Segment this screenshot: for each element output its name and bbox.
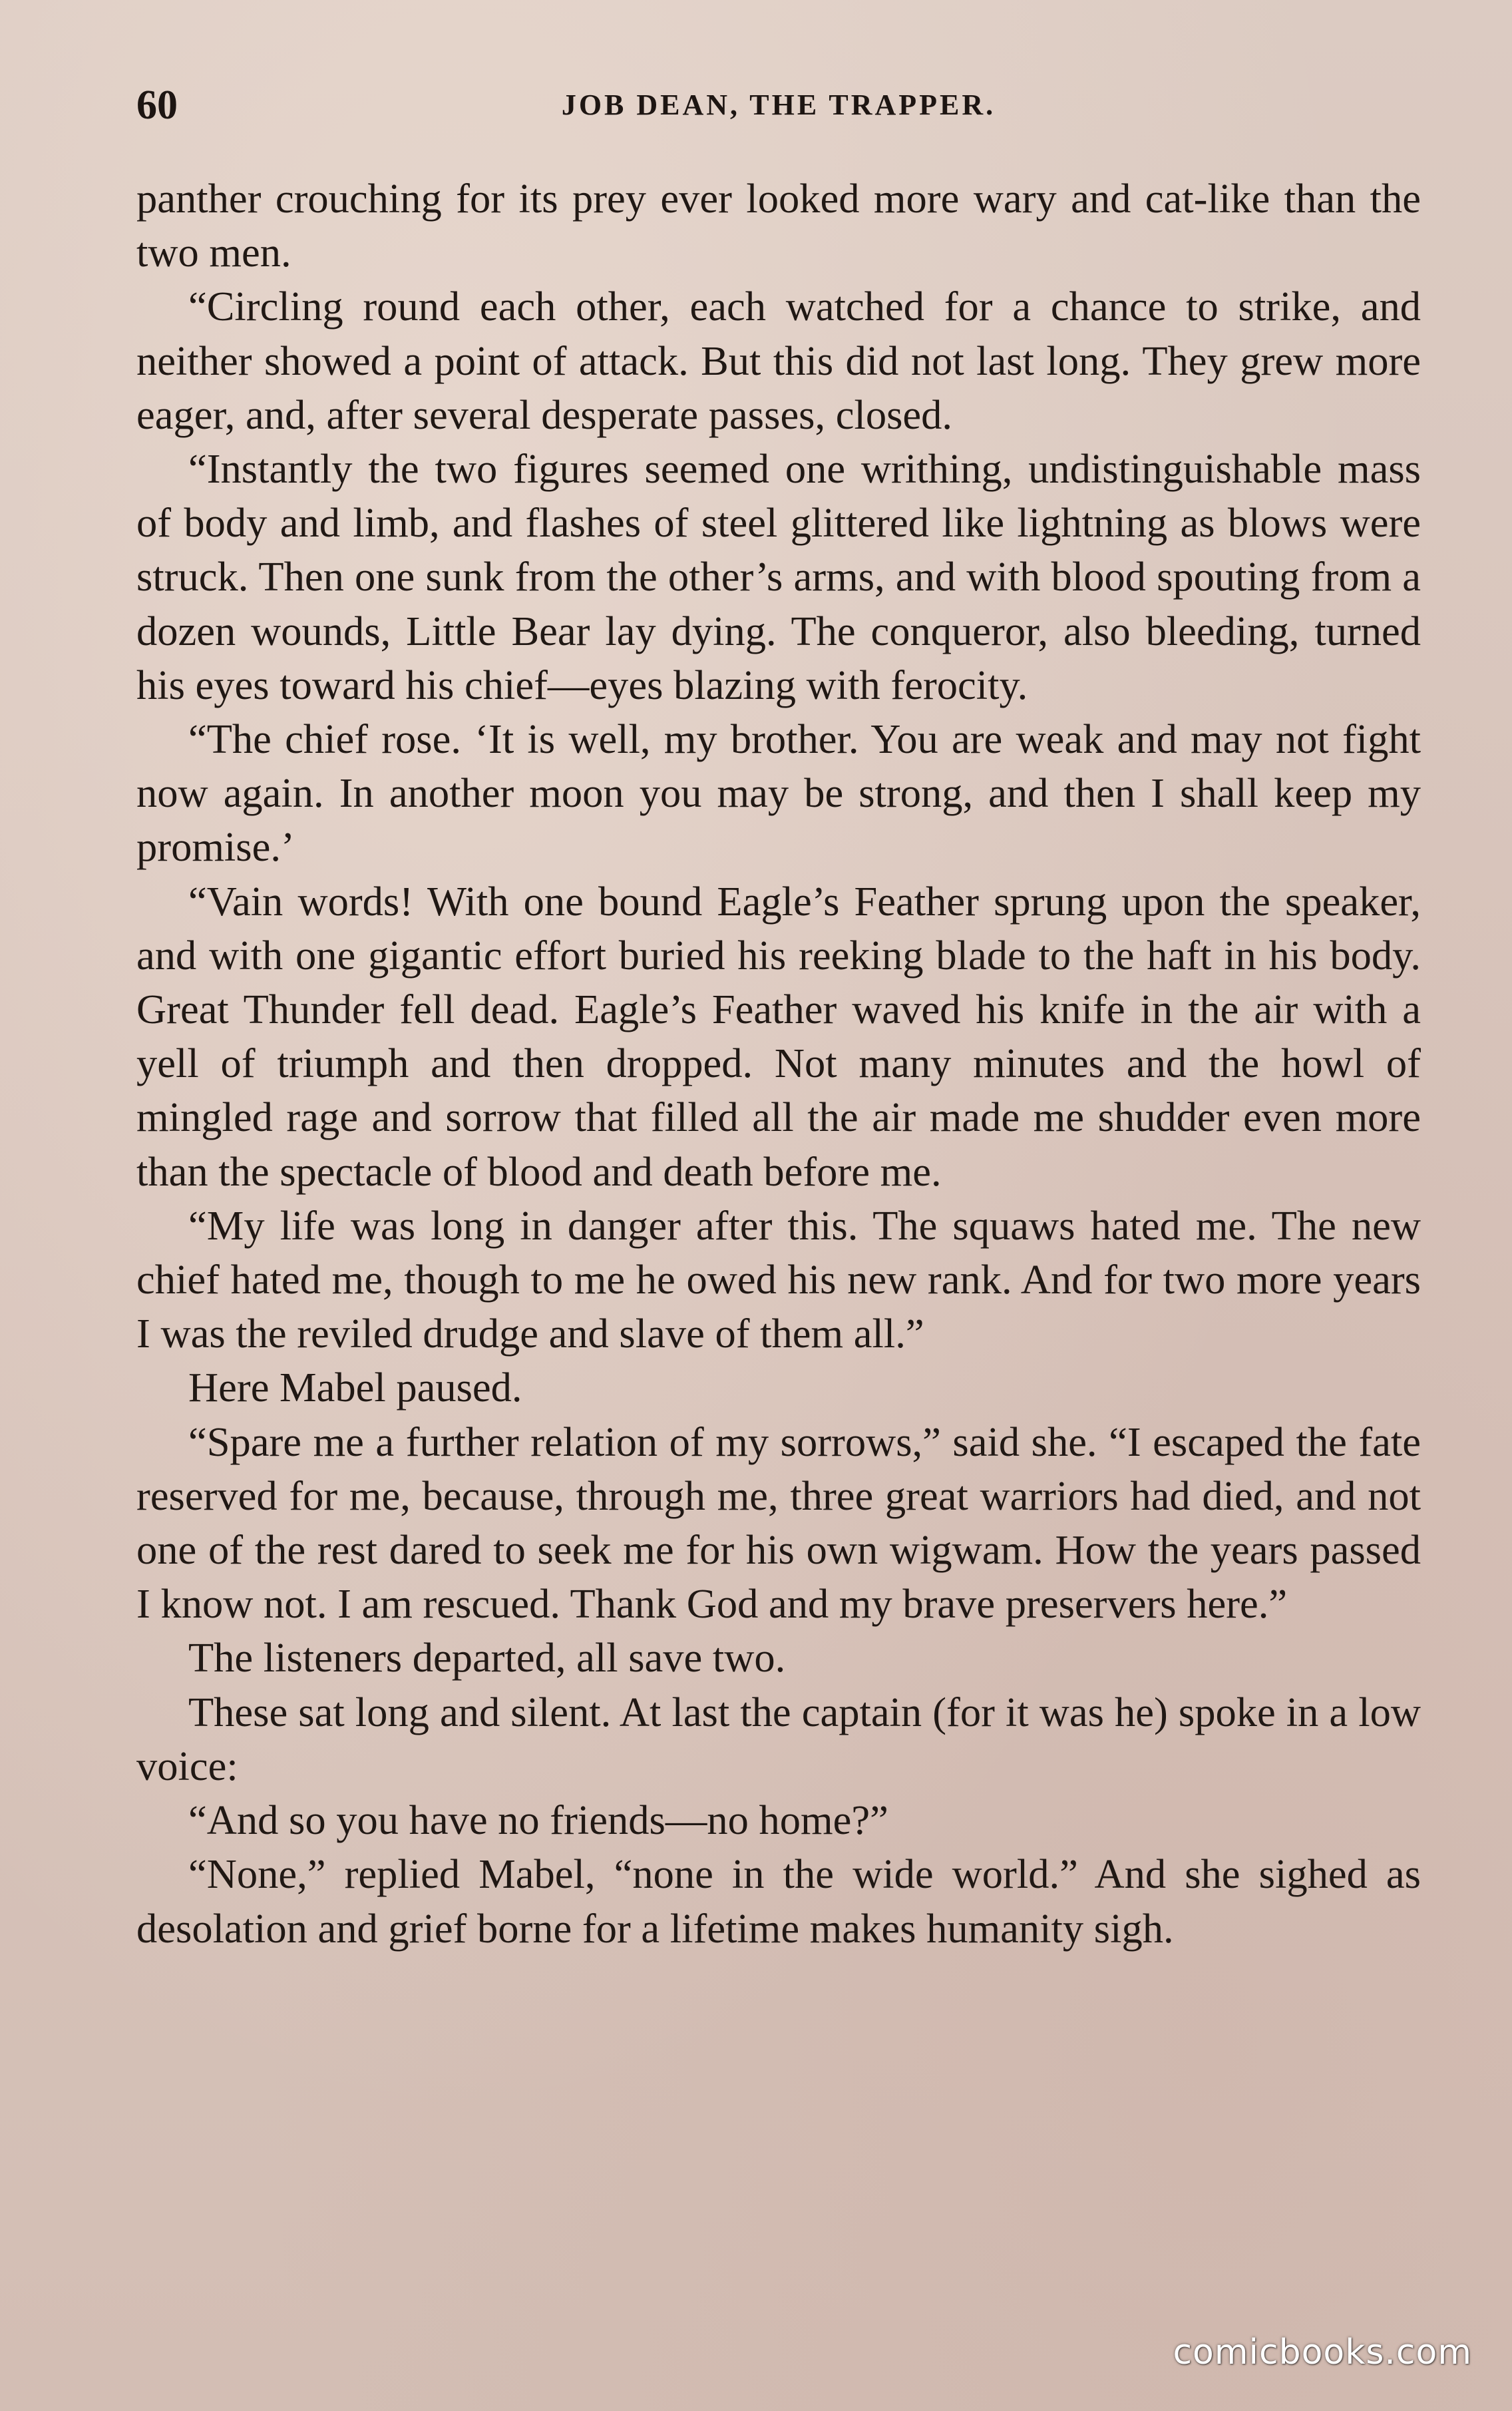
paragraph: “Spare me a further relation of my sorrows,” said she. “I escaped the fate reserved for me, because, through me, three great warriors had died, and not one of the rest dared to seek me for his own wigwam. How the years passed I know not. I am rescued. Thank God and my brave preservers here.” xyxy=(136,1418,1421,1628)
paragraph: These sat long and silent. At last the captain (for it was he) spoke in a low voice: xyxy=(136,1688,1421,1789)
paragraph: “And so you have no friends—no home?” xyxy=(188,1797,888,1844)
paragraph: “The chief rose. ‘It is well, my brother. You are weak and may not fight now again. In another moon you may be strong, and then I shall keep my promise.’ xyxy=(136,716,1421,871)
page-header xyxy=(136,79,1421,132)
running-title: JOB DEAN, THE TRAPPER. xyxy=(561,89,996,121)
watermark: comicbooks.com xyxy=(1173,2332,1472,2372)
paragraph: “My life was long in danger after this. The squaws hated me. The new chief hated me, though to me he owed his new rank. And for two more years I was the reviled drudge and slave of them all.” xyxy=(136,1202,1421,1357)
paragraph: “None,” replied Mabel, “none in the wide world.” And she sighed as desolation and grief borne for a lifetime makes humanity sigh. xyxy=(136,1851,1421,1952)
paragraph: Here Mabel paused. xyxy=(188,1364,522,1411)
body-text xyxy=(136,172,1421,1956)
page-number: 60 xyxy=(136,83,178,128)
paragraph: The listeners departed, all save two. xyxy=(188,1634,786,1681)
paragraph: “Circling round each other, each watched for a chance to strike, and neither showed a point of attack. But this did not last long. They grew more eager, and, after several desperate passes, closed. xyxy=(136,283,1421,438)
paragraph: “Vain words! With one bound Eagle’s Feather sprung upon the speaker, and with one gigantic effort buried his reeking blade to the haft in his body. Great Thunder fell dead. Eagle’s Feather waved his knife in the air with a yell of triumph and then dropped. Not many minutes and the howl of mingled rage and sorrow that filled all the air made me shudder even more than the spectacle of blood and death before me. xyxy=(136,877,1421,1195)
paragraph: “Instantly the two figures seemed one writhing, undistinguishable mass of body and limb, and flashes of steel glittered like lightning as blows were struck. Then one sunk from the other’s arms, and with blood spouting from a dozen wounds, Little Bear lay dying. The conqueror, also bleeding, turned his eyes toward his chief—eyes blazing with ferocity. xyxy=(136,445,1421,708)
paragraph: panther crouching for its prey ever looked more wary and cat-like than the two men. xyxy=(136,175,1421,276)
